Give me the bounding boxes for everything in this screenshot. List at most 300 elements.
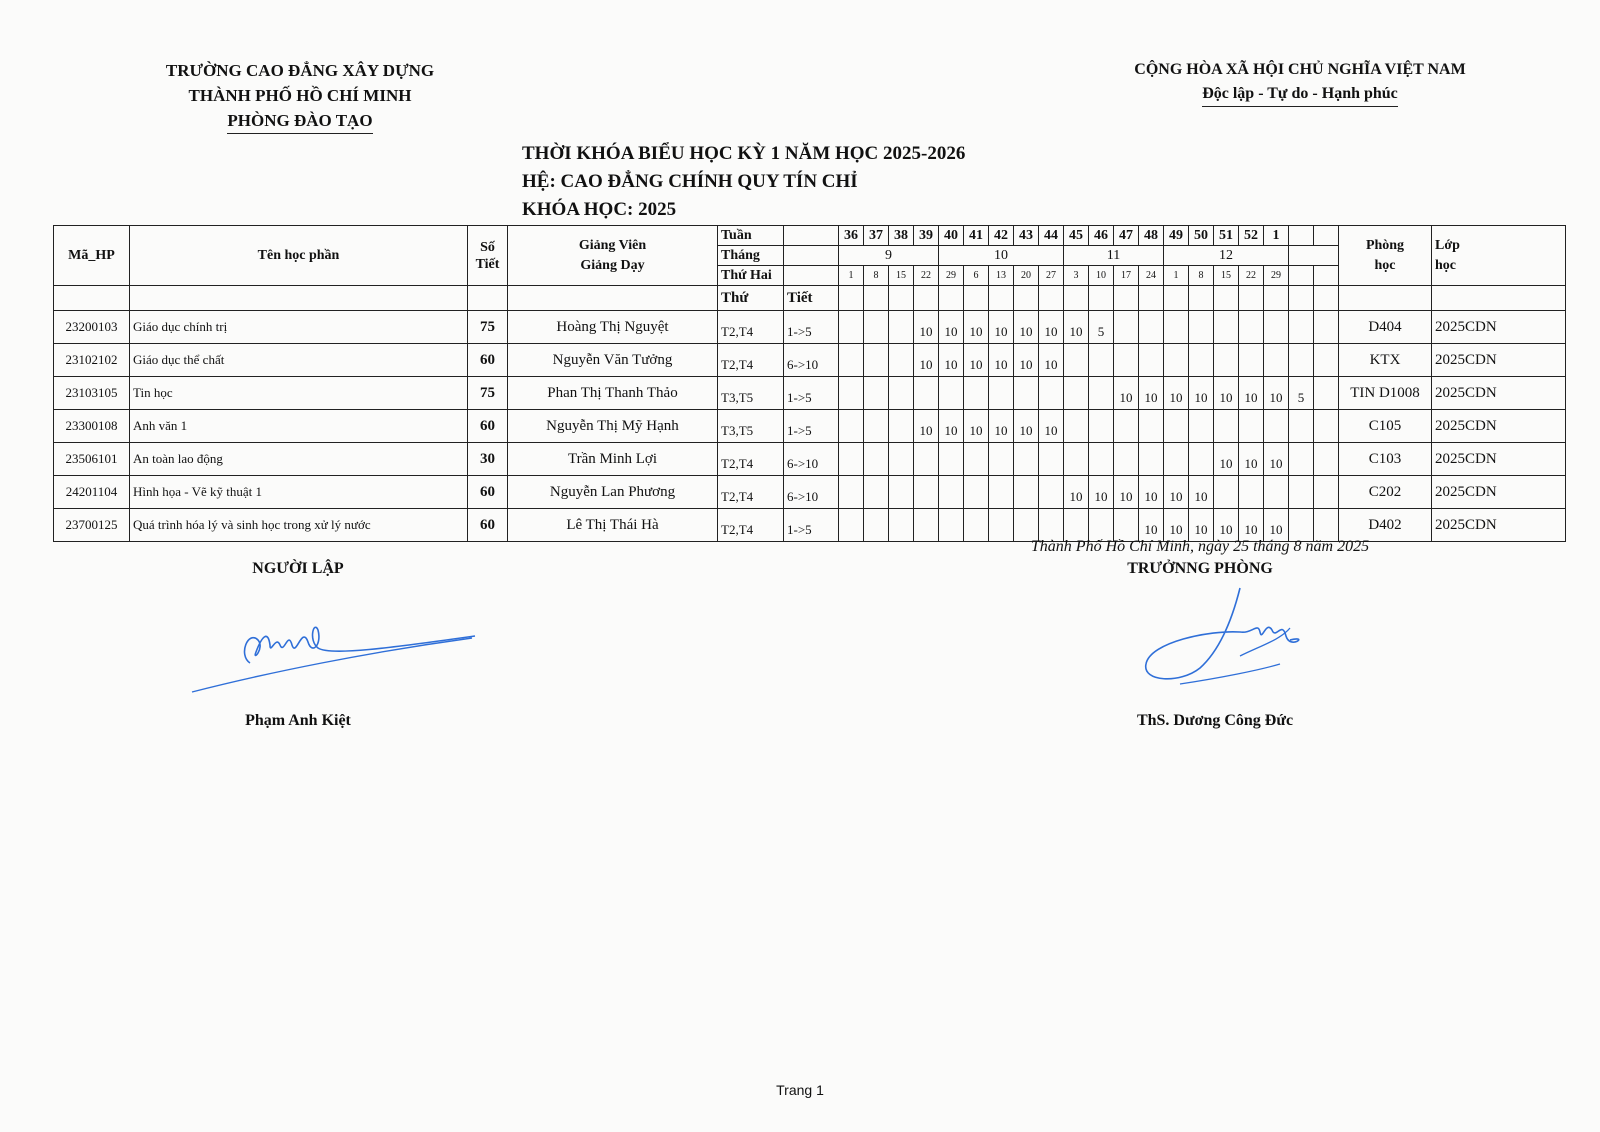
study-days: T2,T4 (718, 443, 784, 476)
course-name: An toàn lao động (130, 443, 468, 476)
week-periods-cell (1189, 410, 1214, 443)
table-row (54, 509, 1566, 542)
week-periods-cell (1139, 410, 1164, 443)
week-periods-cell (1039, 509, 1064, 542)
monday-date: 24 (1139, 266, 1164, 286)
lecturer-name: Phan Thị Thanh Thảo (508, 377, 718, 410)
week-periods-cell (864, 311, 889, 344)
study-days: T2,T4 (718, 476, 784, 509)
course-periods: 30 (468, 443, 508, 476)
week-periods-cell: 10 (1014, 410, 1039, 443)
signer-left-name: Phạm Anh Kiệt (245, 712, 351, 729)
course-code: 23700125 (54, 509, 130, 542)
national-title: CỘNG HÒA XÃ HỘI CHỦ NGHĨA VIỆT NAM (1134, 61, 1466, 78)
col-header-ten-hoc-phan: Tên học phần (130, 226, 468, 286)
week-periods-cell (1039, 476, 1064, 509)
week-periods-cell (989, 443, 1014, 476)
week-number: 1 (1264, 226, 1289, 246)
week-periods-cell (864, 410, 889, 443)
week-periods-cell (1189, 443, 1214, 476)
label-tuan: Tuần (718, 226, 784, 246)
week-periods-cell (989, 476, 1014, 509)
class-code: 2025CDN (1432, 410, 1566, 443)
week-periods-cell (1214, 410, 1239, 443)
week-periods-cell (889, 476, 914, 509)
week-periods-cell: 10 (1239, 509, 1264, 542)
week-periods-cell: 10 (989, 410, 1014, 443)
week-periods-cell (964, 443, 989, 476)
week-periods-cell (839, 377, 864, 410)
week-periods-cell: 10 (1139, 476, 1164, 509)
course-periods: 60 (468, 344, 508, 377)
week-periods-cell (1064, 410, 1089, 443)
week-periods-cell (1264, 344, 1289, 377)
class-code: 2025CDN (1432, 443, 1566, 476)
week-number: 51 (1214, 226, 1239, 246)
week-periods-cell: 10 (1239, 377, 1264, 410)
week-periods-cell (1164, 443, 1189, 476)
week-periods-cell (1289, 311, 1314, 344)
monday-date: 27 (1039, 266, 1064, 286)
week-periods-cell: 10 (1014, 344, 1039, 377)
lecturer-name: Hoàng Thị Nguyệt (508, 311, 718, 344)
blank-cell (839, 286, 864, 311)
blank-cell (468, 286, 508, 311)
week-periods-cell (914, 443, 939, 476)
col-header-giang-vien-line1: Giảng Viên (578, 237, 647, 253)
blank-cell (1039, 286, 1064, 311)
week-number: 50 (1189, 226, 1214, 246)
week-periods-cell (839, 311, 864, 344)
week-periods-cell (914, 509, 939, 542)
national-motto: Độc lập - Tự do - Hạnh phúc (1202, 82, 1398, 107)
room: KTX (1339, 344, 1432, 377)
week-periods-cell (964, 476, 989, 509)
monday-date: 13 (989, 266, 1014, 286)
label-thu-hai: Thứ Hai (718, 266, 784, 286)
week-periods-cell (1139, 311, 1164, 344)
week-periods-cell (839, 410, 864, 443)
blank-cell (1239, 286, 1264, 311)
week-periods-cell: 10 (1139, 509, 1164, 542)
week-periods-cell (1089, 509, 1114, 542)
blank-cell (939, 286, 964, 311)
week-periods-cell (914, 377, 939, 410)
monday-date: 20 (1014, 266, 1039, 286)
week-periods-cell (1214, 344, 1239, 377)
lecturer-name: Lê Thị Thái Hà (508, 509, 718, 542)
week-periods-cell (1114, 410, 1139, 443)
week-periods-cell (939, 377, 964, 410)
course-name: Anh văn 1 (130, 410, 468, 443)
study-periods: 6->10 (784, 476, 839, 509)
month-label: 12 (1164, 246, 1289, 266)
week-number: 47 (1114, 226, 1139, 246)
week-periods-cell (1314, 410, 1339, 443)
study-periods: 6->10 (784, 443, 839, 476)
room: D402 (1339, 509, 1432, 542)
monday-date: 8 (864, 266, 889, 286)
week-periods-cell (1214, 476, 1239, 509)
national-header (1100, 58, 1500, 107)
room: D404 (1339, 311, 1432, 344)
week-periods-cell: 10 (1214, 377, 1239, 410)
week-periods-cell (1089, 443, 1114, 476)
week-number: 43 (1014, 226, 1039, 246)
col-header-giang-vien (508, 226, 718, 286)
table-row (54, 311, 1566, 344)
course-name: Giáo dục chính trị (130, 311, 468, 344)
week-periods-cell: 10 (1114, 476, 1139, 509)
week-periods-cell: 10 (939, 410, 964, 443)
col-header-phong-line1: Phòng (1365, 237, 1405, 253)
course-name: Quá trình hóa lý và sinh học trong xử lý nước (130, 509, 468, 542)
study-periods: 1->5 (784, 377, 839, 410)
week-periods-cell: 10 (1164, 509, 1189, 542)
blank-cell (1114, 286, 1139, 311)
week-number: 44 (1039, 226, 1064, 246)
month-label: 11 (1064, 246, 1164, 266)
course-code: 23103105 (54, 377, 130, 410)
study-periods: 1->5 (784, 410, 839, 443)
monday-date: 29 (939, 266, 964, 286)
week-periods-cell (1314, 377, 1339, 410)
school-header (100, 58, 500, 134)
monday-date: 17 (1114, 266, 1139, 286)
study-periods: 1->5 (784, 311, 839, 344)
week-periods-cell (1064, 377, 1089, 410)
table-row (54, 377, 1566, 410)
week-periods-cell (1314, 476, 1339, 509)
label-thang: Tháng (718, 246, 784, 266)
week-periods-cell: 10 (1039, 410, 1064, 443)
week-number: 38 (889, 226, 914, 246)
week-periods-cell (989, 377, 1014, 410)
week-periods-cell (1139, 344, 1164, 377)
week-number (1289, 226, 1314, 246)
week-periods-cell: 10 (964, 410, 989, 443)
week-periods-cell: 10 (1214, 443, 1239, 476)
study-days: T2,T4 (718, 344, 784, 377)
department-name: PHÒNG ĐÀO TẠO (227, 108, 372, 134)
table-row (54, 410, 1566, 443)
week-periods-cell (1314, 344, 1339, 377)
date-line: Thành Phố Hồ Chí Minh, ngày 25 tháng 8 năm 2025 (1030, 538, 1370, 555)
room: TIN D1008 (1339, 377, 1432, 410)
monday-date (1314, 266, 1339, 286)
week-periods-cell (964, 377, 989, 410)
monday-date: 29 (1264, 266, 1289, 286)
week-periods-cell (1114, 443, 1139, 476)
week-periods-cell (889, 344, 914, 377)
week-periods-cell: 10 (1264, 377, 1289, 410)
week-periods-cell (1239, 410, 1264, 443)
week-periods-cell (1239, 344, 1264, 377)
study-periods: 6->10 (784, 344, 839, 377)
course-periods: 60 (468, 476, 508, 509)
col-header-giang-vien-line2: Giảng Dạy (580, 257, 645, 273)
monday-date: 6 (964, 266, 989, 286)
week-periods-cell (1289, 476, 1314, 509)
col-header-phong-hoc (1339, 226, 1432, 286)
week-periods-cell (1264, 476, 1289, 509)
course-code: 23102102 (54, 344, 130, 377)
week-periods-cell (1139, 443, 1164, 476)
week-periods-cell: 10 (1064, 311, 1089, 344)
week-periods-cell: 10 (1089, 476, 1114, 509)
monday-date: 1 (1164, 266, 1189, 286)
study-days: T2,T4 (718, 509, 784, 542)
signer-left-title: NGƯỜI LẬP (252, 560, 344, 577)
label-tiet: Tiết (784, 286, 839, 311)
blank-cell (1214, 286, 1239, 311)
week-periods-cell: 10 (964, 344, 989, 377)
blank-cell (1314, 286, 1339, 311)
week-periods-cell: 5 (1089, 311, 1114, 344)
blank-cell (1339, 286, 1432, 311)
blank-cell (864, 286, 889, 311)
table-row (54, 344, 1566, 377)
week-number: 46 (1089, 226, 1114, 246)
week-periods-cell: 10 (1164, 476, 1189, 509)
week-periods-cell: 10 (914, 311, 939, 344)
week-periods-cell (964, 509, 989, 542)
week-periods-cell (939, 443, 964, 476)
course-code: 23506101 (54, 443, 130, 476)
blank-cell (1164, 286, 1189, 311)
lecturer-name: Nguyễn Thị Mỹ Hạnh (508, 410, 718, 443)
week-periods-cell (889, 509, 914, 542)
week-periods-cell: 10 (1214, 509, 1239, 542)
monday-date: 15 (1214, 266, 1239, 286)
week-periods-cell (1039, 377, 1064, 410)
lecturer-name: Nguyễn Lan Phương (508, 476, 718, 509)
signature-right (1140, 580, 1320, 700)
week-number: 40 (939, 226, 964, 246)
monday-date: 10 (1089, 266, 1114, 286)
week-periods-cell: 10 (1189, 476, 1214, 509)
course-code: 23200103 (54, 311, 130, 344)
week-periods-cell (1039, 443, 1064, 476)
monday-date: 22 (914, 266, 939, 286)
monday-date: 3 (1064, 266, 1089, 286)
signature-left (190, 600, 490, 700)
week-periods-cell (864, 344, 889, 377)
blank-cell (508, 286, 718, 311)
week-periods-cell (839, 509, 864, 542)
week-periods-cell (1014, 443, 1039, 476)
study-days: T3,T5 (718, 377, 784, 410)
week-periods-cell (1089, 377, 1114, 410)
week-periods-cell: 10 (989, 344, 1014, 377)
blank-cell (1014, 286, 1039, 311)
class-code: 2025CDN (1432, 344, 1566, 377)
week-periods-cell: 10 (939, 344, 964, 377)
week-periods-cell (1289, 509, 1314, 542)
monday-date (1289, 266, 1314, 286)
week-periods-cell: 10 (1264, 509, 1289, 542)
week-periods-cell: 10 (964, 311, 989, 344)
week-periods-cell (1064, 344, 1089, 377)
week-periods-cell (889, 410, 914, 443)
week-periods-cell (1164, 410, 1189, 443)
week-periods-cell (1014, 476, 1039, 509)
school-name-line1: TRƯỜNG CAO ĐẲNG XÂY DỰNG (165, 61, 435, 80)
blank-cell (54, 286, 130, 311)
class-code: 2025CDN (1432, 509, 1566, 542)
col-header-ma-hp: Mã_HP (54, 226, 130, 286)
label-tuan-blank (784, 226, 839, 246)
blank-cell (1189, 286, 1214, 311)
week-periods-cell (1289, 443, 1314, 476)
table-row (54, 476, 1566, 509)
school-name-line2: THÀNH PHỐ HỒ CHÍ MINH (188, 86, 412, 105)
week-periods-cell (1289, 344, 1314, 377)
week-periods-cell (1164, 344, 1189, 377)
room: C105 (1339, 410, 1432, 443)
blank-cell (1289, 286, 1314, 311)
week-periods-cell: 10 (1189, 377, 1214, 410)
week-periods-cell (939, 476, 964, 509)
room: C202 (1339, 476, 1432, 509)
week-periods-cell: 10 (1239, 443, 1264, 476)
label-thu: Thứ (718, 286, 784, 311)
signer-right-name: ThS. Dương Công Đức (1136, 712, 1294, 729)
week-periods-cell (864, 377, 889, 410)
room: C103 (1339, 443, 1432, 476)
week-periods-cell: 10 (1114, 377, 1139, 410)
week-periods-cell (1189, 344, 1214, 377)
col-header-so-tiet: Số Tiết (468, 226, 508, 286)
lecturer-name: Trần Minh Lợi (508, 443, 718, 476)
week-periods-cell (864, 509, 889, 542)
week-periods-cell (1014, 509, 1039, 542)
week-periods-cell: 10 (939, 311, 964, 344)
monday-date: 8 (1189, 266, 1214, 286)
week-periods-cell (1114, 509, 1139, 542)
class-code: 2025CDN (1432, 377, 1566, 410)
week-periods-cell (839, 476, 864, 509)
week-number: 41 (964, 226, 989, 246)
month-label: 10 (939, 246, 1064, 266)
class-code: 2025CDN (1432, 311, 1566, 344)
monday-date: 1 (839, 266, 864, 286)
week-number: 45 (1064, 226, 1089, 246)
blank-cell (1139, 286, 1164, 311)
month-label (1289, 246, 1339, 266)
week-periods-cell (889, 311, 914, 344)
week-periods-cell (889, 377, 914, 410)
course-name: Giáo dục thể chất (130, 344, 468, 377)
study-periods: 1->5 (784, 509, 839, 542)
week-periods-cell (1114, 344, 1139, 377)
month-label: 9 (839, 246, 939, 266)
col-header-lop-hoc (1432, 226, 1566, 286)
page-number: Trang 1 (776, 1082, 824, 1098)
week-periods-cell: 10 (914, 344, 939, 377)
week-periods-cell (1314, 443, 1339, 476)
label-thu-hai-blank (784, 266, 839, 286)
course-periods: 60 (468, 410, 508, 443)
course-periods: 75 (468, 377, 508, 410)
document-title-block (522, 140, 965, 224)
week-periods-cell (1089, 344, 1114, 377)
week-number: 37 (864, 226, 889, 246)
week-periods-cell (1289, 410, 1314, 443)
course-name: Hình họa - Vẽ kỹ thuật 1 (130, 476, 468, 509)
week-periods-cell: 10 (1189, 509, 1214, 542)
week-periods-cell: 10 (1039, 344, 1064, 377)
week-periods-cell (1089, 410, 1114, 443)
timetable (53, 225, 1566, 542)
week-periods-cell (839, 344, 864, 377)
week-periods-cell: 10 (914, 410, 939, 443)
week-number: 36 (839, 226, 864, 246)
week-periods-cell (864, 476, 889, 509)
label-thang-blank (784, 246, 839, 266)
course-name: Tin học (130, 377, 468, 410)
week-periods-cell (1189, 311, 1214, 344)
week-periods-cell (839, 443, 864, 476)
course-year: KHÓA HỌC: 2025 (522, 199, 677, 220)
week-number: 49 (1164, 226, 1189, 246)
week-periods-cell (1239, 311, 1264, 344)
course-code: 23300108 (54, 410, 130, 443)
signer-right-title: TRƯỞNNG PHÒNG (1127, 560, 1273, 577)
course-code: 24201104 (54, 476, 130, 509)
monday-date: 22 (1239, 266, 1264, 286)
week-periods-cell: 5 (1289, 377, 1314, 410)
col-header-lop-line2: học (1435, 257, 1456, 273)
col-header-lop-line1: Lớp (1435, 237, 1460, 253)
week-number: 42 (989, 226, 1014, 246)
week-number: 48 (1139, 226, 1164, 246)
blank-cell (1089, 286, 1114, 311)
table-row (54, 443, 1566, 476)
blank-cell (964, 286, 989, 311)
class-code: 2025CDN (1432, 476, 1566, 509)
blank-cell (1264, 286, 1289, 311)
week-periods-cell (1264, 311, 1289, 344)
blank-cell (989, 286, 1014, 311)
week-number (1314, 226, 1339, 246)
week-periods-cell: 10 (1164, 377, 1189, 410)
week-periods-cell: 10 (1139, 377, 1164, 410)
blank-cell (1064, 286, 1089, 311)
week-periods-cell (864, 443, 889, 476)
week-periods-cell: 10 (1064, 476, 1089, 509)
week-periods-cell (1264, 410, 1289, 443)
week-periods-cell (914, 476, 939, 509)
course-periods: 60 (468, 509, 508, 542)
week-periods-cell (939, 509, 964, 542)
week-periods-cell: 10 (1014, 311, 1039, 344)
document-title: THỜI KHÓA BIỂU HỌC KỲ 1 NĂM HỌC 2025-2026 (522, 143, 966, 164)
week-periods-cell (1239, 476, 1264, 509)
study-days: T2,T4 (718, 311, 784, 344)
program-type: HỆ: CAO ĐẲNG CHÍNH QUY TÍN CHỈ (522, 171, 858, 192)
course-periods: 75 (468, 311, 508, 344)
blank-cell (130, 286, 468, 311)
monday-date: 15 (889, 266, 914, 286)
blank-cell (1432, 286, 1566, 311)
study-days: T3,T5 (718, 410, 784, 443)
lecturer-name: Nguyễn Văn Tưởng (508, 344, 718, 377)
week-periods-cell (889, 443, 914, 476)
week-periods-cell: 10 (989, 311, 1014, 344)
week-periods-cell: 10 (1039, 311, 1064, 344)
week-periods-cell (1064, 509, 1089, 542)
